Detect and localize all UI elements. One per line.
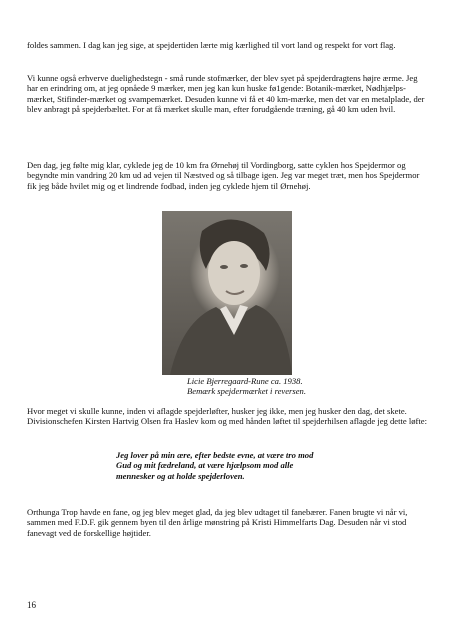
paragraph-flag: foldes sammen. I dag kan jeg sige, at spejdertiden lærte mig kærlighed til vort land og respekt for vort flag. [27, 40, 396, 50]
portrait-photo [162, 211, 292, 375]
photo-caption [187, 376, 387, 397]
paragraph-flag-bearer: Orthunga Trop havde en fane, og jeg blev meget glad, da jeg blev udtaget til fanebærer. Fanen brugte vi når vi, sammen med F.D.F. gik gennem byen til den årlige mønstring på Kristi Himmelfarts Dag. Desuden når vi stod fanevagt ved de forskellige højtider. [27, 507, 408, 538]
page-number: 16 [27, 600, 36, 610]
portrait-illustration [162, 211, 292, 375]
oath-line-3: mennesker og at holde spejderloven. [116, 470, 245, 481]
caption-line-1: Licie Bjerregaard-Rune ca. 1938. [187, 376, 303, 386]
paragraph-40km-walk: Den dag, jeg følte mig klar, cyklede jeg de 10 km fra Ørnehøj til Vordingborg, satte cyklen hos Spejdermor og begyndte min vandring 20 km ud ad vejen til Næstved og så tilbage igen. Jeg var meget træt, men hos Spejdermor fik jeg både hvilet mig og et lindrende fodbad, inden jeg cyklede hjem til Ørnehøj. [27, 160, 420, 191]
paragraph-badges: Vi kunne også erhverve duelighedstegn - små runde stofmærker, der blev syet på spejderdragtens højre ærme. Jeg har en erindring om, at jeg opnåede 9 mærker, men jeg kan kun huske fø1gende: Botanik-mærket, Nødhjælps-mærket, Stifinder-mærket og svampemærket. Desuden kunne vi få et 40 km-mærke, men det var en metalplade, der blev anbragt på spejderbæltet. For at få mærket skulle man, efter forudgående træning, gå 40 km uden hvil. [27, 73, 425, 115]
scout-oath [116, 450, 396, 481]
paragraph-scout-promise: Hvor meget vi skulle kunne, inden vi aflagde spejderløfter, husker jeg ikke, men jeg husker den dag, det skete. Divisionschefen Kirsten Hartvig Olsen fra Haslev kom og med hånden løftet til spejderhilsen aflagde jeg dette løfte: [27, 406, 427, 427]
oath-line-1: Jeg lover på min ære, efter bedste evne, at være tro mod [116, 450, 314, 460]
caption-line-2: Bemærk spejdermærket i reversen. [187, 386, 307, 397]
oath-line-2: Gud og mit fædreland, at være hjælpsom mod alle [116, 460, 294, 471]
